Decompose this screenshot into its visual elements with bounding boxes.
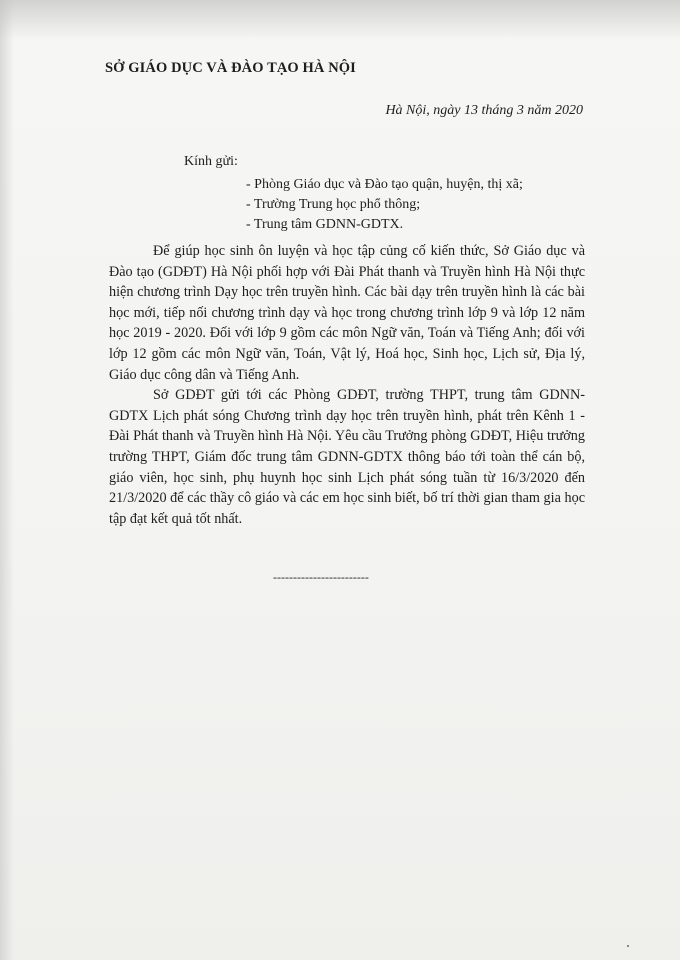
end-divider: ------------------------ — [273, 570, 369, 584]
recipient-item: - Trung tâm GDNN-GDTX. — [246, 217, 404, 232]
document-body — [109, 241, 585, 529]
body-paragraph: Để giúp học sinh ôn luyện và học tập củng cố kiến thức, Sở Giáo dục và Đào tạo (GDĐT) Hà Nội phối hợp với Đài Phát thanh và Truyền hình Hà Nội thực hiện chương trình Dạy học trên truyền hình. Các bài dạy trên truyền hình là các bài học mới, tiếp nối chương trình dạy và học trong chương trình lớp 9 và lớp 12 năm học 2019 - 2020. Đối với lớp 9 gồm các môn Ngữ văn, Toán và Tiếng Anh; đối với lớp 12 gồm các môn Ngữ văn, Toán, Vật lý, Hoá học, Sinh học, Lịch sử, Địa lý, Giáo dục công dân và Tiếng Anh. — [109, 243, 585, 383]
scan-shadow-left — [0, 0, 14, 960]
scan-speck — [627, 945, 629, 947]
salutation: Kính gửi: — [184, 154, 238, 169]
scan-shadow-top — [0, 0, 680, 40]
organization-header: SỞ GIÁO DỤC VÀ ĐÀO TẠO HÀ NỘI — [105, 60, 356, 76]
recipient-item: - Trường Trung học phổ thông; — [246, 197, 421, 212]
recipient-list — [246, 175, 523, 235]
date-line: Hà Nội, ngày 13 tháng 3 năm 2020 — [385, 103, 583, 118]
recipient-item: - Phòng Giáo dục và Đào tạo quận, huyện, thị xã; — [246, 177, 523, 192]
body-paragraph: Sở GDĐT gửi tới các Phòng GDĐT, trường THPT, trung tâm GDNN-GDTX Lịch phát sóng Chương trình dạy học trên truyền hình, phát trên Kênh 1 - Đài Phát thanh và Truyền hình Hà Nội. Yêu cầu Trưởng phòng GDĐT, Hiệu trưởng trường THPT, Giám đốc trung tâm GDNN-GDTX thông báo tới toàn thể cán bộ, giáo viên, học sinh, phụ huynh học sinh Lịch phát sóng tuần từ 16/3/2020 đến 21/3/2020 để các thầy cô giáo và các em học sinh biết, bố trí thời gian tham gia học tập đạt kết quả tốt nhất. — [109, 387, 585, 527]
